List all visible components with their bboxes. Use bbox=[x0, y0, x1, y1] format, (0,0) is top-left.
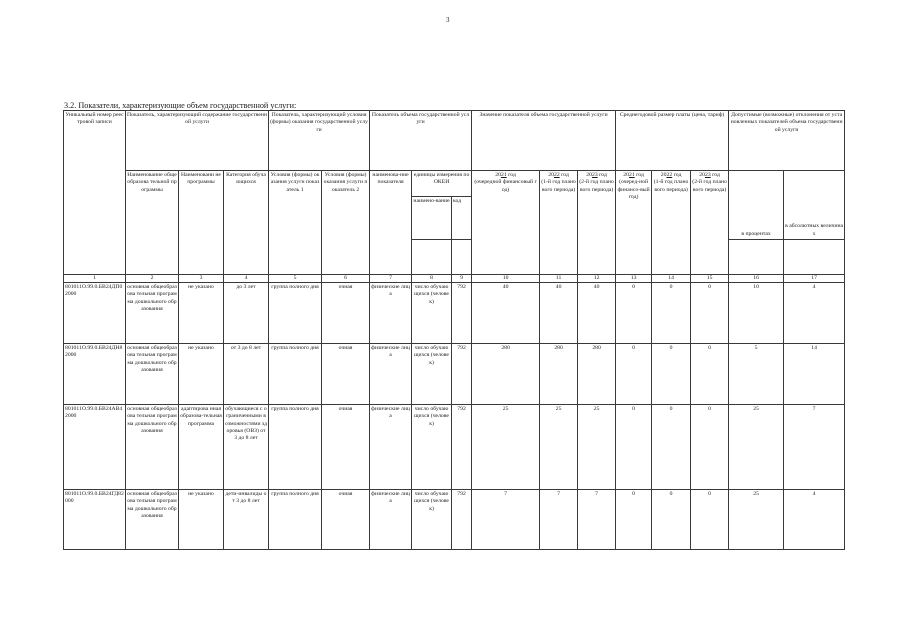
row-category: до 3 лет bbox=[224, 283, 269, 344]
row-unit: число обучающихся (человек) bbox=[412, 344, 452, 405]
row-value-year-2: 25 bbox=[540, 405, 578, 490]
row-condition-1: группа полного дня bbox=[269, 490, 322, 550]
table-row bbox=[64, 344, 845, 405]
header-deviation-percent: в процентах bbox=[729, 171, 784, 240]
row-fee-year-3: 0 bbox=[691, 344, 729, 405]
header-program: Наименование общеобразова тельной программы bbox=[126, 171, 179, 275]
table-row bbox=[64, 405, 845, 490]
row-condition-1: группа полного дня bbox=[269, 283, 322, 344]
header-okei-name: наимено-вание bbox=[412, 197, 452, 240]
column-number: 4 bbox=[224, 275, 269, 283]
header-conditions-group: Показатель, характеризующий условия (формы) оказания государственной услуги bbox=[269, 111, 370, 171]
header-program-name: Наименовани не программы bbox=[179, 171, 224, 275]
header-unique-number: Уникальный номер реестровой записи bbox=[64, 111, 126, 275]
row-program: основная общеобразова тельная программа дошкольного образования bbox=[126, 344, 179, 405]
row-category: от 3 до 8 лет bbox=[224, 344, 269, 405]
row-value-year-2: 7 bbox=[540, 490, 578, 550]
row-condition-2: очная bbox=[322, 283, 370, 344]
column-number: 6 bbox=[322, 275, 370, 283]
volume-indicators-table bbox=[63, 110, 845, 550]
row-value-year-1: 280 bbox=[472, 344, 540, 405]
row-fee-year-3: 0 bbox=[691, 283, 729, 344]
row-deviation-percent: 25 bbox=[729, 405, 784, 490]
row-deviation-absolute: 14 bbox=[784, 344, 845, 405]
row-value-year-3: 25 bbox=[578, 405, 616, 490]
row-program: основная общеобразова тельная программа дошкольного образования bbox=[126, 283, 179, 344]
row-value-year-3: 280 bbox=[578, 344, 616, 405]
header-row-2 bbox=[64, 171, 845, 197]
table-row bbox=[64, 490, 845, 550]
row-registry-id: 801011О.99.0.БВ24АВ42000 bbox=[64, 405, 126, 490]
column-number: 17 bbox=[784, 275, 845, 283]
row-okei-code: 792 bbox=[452, 490, 472, 550]
header-value-year-1: 2021 год (очередной финансовый год) bbox=[472, 171, 540, 275]
row-program-name: не указано bbox=[179, 490, 224, 550]
header-okei-name-spacer bbox=[412, 240, 452, 275]
row-condition-2: очная bbox=[322, 490, 370, 550]
table-row bbox=[64, 283, 845, 344]
row-indicator: физические лица bbox=[370, 490, 412, 550]
row-deviation-percent: 5 bbox=[729, 344, 784, 405]
row-registry-id: 801011О.99.0.БВ24ГД82000 bbox=[64, 490, 126, 550]
row-program: основная общеобразова тельная программа дошкольного образования bbox=[126, 490, 179, 550]
page-number: 3 bbox=[446, 16, 450, 24]
header-condition-2: Условия (формы) оказания услуги показатель 2 bbox=[322, 171, 370, 275]
row-value-year-3: 40 bbox=[578, 283, 616, 344]
row-fee-year-3: 0 bbox=[691, 490, 729, 550]
row-condition-2: очная bbox=[322, 405, 370, 490]
row-value-year-2: 280 bbox=[540, 344, 578, 405]
row-fee-year-2: 0 bbox=[652, 283, 691, 344]
header-volume-group: Показатель объема государственной услуги bbox=[370, 111, 472, 171]
column-number: 12 bbox=[578, 275, 616, 283]
row-condition-1: группа полного дня bbox=[269, 344, 322, 405]
row-okei-code: 792 bbox=[452, 283, 472, 344]
column-number: 3 bbox=[179, 275, 224, 283]
header-category: Категория обучающихся bbox=[224, 171, 269, 275]
row-deviation-absolute: 4 bbox=[784, 490, 845, 550]
header-okei-units: единицы измерения по ОКЕИ bbox=[412, 171, 472, 197]
row-deviation-percent: 25 bbox=[729, 490, 784, 550]
row-deviation-absolute: 7 bbox=[784, 405, 845, 490]
header-deviation-percent-spacer bbox=[729, 240, 784, 275]
header-content-group: Показатель, характеризующий содержание государственной услуги bbox=[126, 111, 269, 171]
column-number-row bbox=[64, 275, 845, 283]
row-fee-year-1: 0 bbox=[616, 283, 652, 344]
row-indicator: физические лица bbox=[370, 283, 412, 344]
header-deviation-absolute: в абсолютных величинах bbox=[784, 171, 845, 240]
column-number: 11 bbox=[540, 275, 578, 283]
header-volume-name: наименова-ние показателя bbox=[370, 171, 412, 275]
row-fee-year-1: 0 bbox=[616, 344, 652, 405]
column-number: 5 bbox=[269, 275, 322, 283]
row-condition-2: очная bbox=[322, 344, 370, 405]
row-condition-1: группа полного дня bbox=[269, 405, 322, 490]
row-unit: число обучающихся (человек) bbox=[412, 490, 452, 550]
column-number: 1 bbox=[64, 275, 126, 283]
header-fee-year-1: 2021 год (очеред-ной финансо-вый год) bbox=[616, 171, 652, 275]
column-number: 16 bbox=[729, 275, 784, 283]
row-indicator: физические лица bbox=[370, 344, 412, 405]
row-fee-year-3: 0 bbox=[691, 405, 729, 490]
row-value-year-3: 7 bbox=[578, 490, 616, 550]
row-unit: число обучающихся (человек) bbox=[412, 405, 452, 490]
row-unit: число обучающихся (человек) bbox=[412, 283, 452, 344]
column-number: 10 bbox=[472, 275, 540, 283]
row-value-year-2: 40 bbox=[540, 283, 578, 344]
row-fee-year-2: 0 bbox=[652, 344, 691, 405]
row-program-name: адаптирова нная образова-тельная программа bbox=[179, 405, 224, 490]
header-deviation-absolute-spacer bbox=[784, 240, 845, 275]
header-okei-code: код bbox=[452, 197, 472, 240]
row-registry-id: 801011О.99.0.БВ24ДП02000 bbox=[64, 283, 126, 344]
row-program-name: не указано bbox=[179, 344, 224, 405]
column-number: 13 bbox=[616, 275, 652, 283]
header-value-group: Значение показателя объема государственной услуги bbox=[472, 111, 616, 171]
column-number: 14 bbox=[652, 275, 691, 283]
row-program: основная общеобразова тельная программа дошкольного образования bbox=[126, 405, 179, 490]
column-number: 8 bbox=[412, 275, 452, 283]
row-okei-code: 792 bbox=[452, 405, 472, 490]
column-number: 7 bbox=[370, 275, 412, 283]
row-fee-year-2: 0 bbox=[652, 490, 691, 550]
row-deviation-percent: 10 bbox=[729, 283, 784, 344]
column-number: 2 bbox=[126, 275, 179, 283]
row-category: дети-инвалиды от 3 до 8 лет bbox=[224, 490, 269, 550]
row-fee-year-2: 0 bbox=[652, 405, 691, 490]
section-title: 3.2. Показатели, характеризующие объем государственной услуги: bbox=[64, 101, 297, 110]
header-value-year-3: 2023 год (2-й год планового периода) bbox=[578, 171, 616, 275]
row-category: обучающиеся с ограниченными возможностями здоровья (ОВЗ) от 3 до 8 лет bbox=[224, 405, 269, 490]
header-fee-year-3: 2023 год (2-й год планового периода) bbox=[691, 171, 729, 275]
row-fee-year-1: 0 bbox=[616, 405, 652, 490]
header-fee-group: Среднегодовой размер платы (цена, тариф) bbox=[616, 111, 729, 171]
header-condition-1: Условия (формы) оказания услуги показатель 1 bbox=[269, 171, 322, 275]
row-registry-id: 801011О.99.0.БВ24ДН82000 bbox=[64, 344, 126, 405]
header-value-year-2: 2022 год (1-й год планового периода) bbox=[540, 171, 578, 275]
row-okei-code: 792 bbox=[452, 344, 472, 405]
row-deviation-absolute: 4 bbox=[784, 283, 845, 344]
header-okei-code-spacer bbox=[452, 240, 472, 275]
row-indicator: физические лица bbox=[370, 405, 412, 490]
row-fee-year-1: 0 bbox=[616, 490, 652, 550]
header-row-1 bbox=[64, 111, 845, 171]
column-number: 9 bbox=[452, 275, 472, 283]
row-value-year-1: 40 bbox=[472, 283, 540, 344]
row-program-name: не указано bbox=[179, 283, 224, 344]
header-fee-year-2: 2022 год (1-й год планового периода) bbox=[652, 171, 691, 275]
row-value-year-1: 25 bbox=[472, 405, 540, 490]
row-value-year-1: 7 bbox=[472, 490, 540, 550]
header-deviation-group: Допустимые (возможные) отклонения от установленных показателей объема государственной услуги bbox=[729, 111, 845, 171]
column-number: 15 bbox=[691, 275, 729, 283]
